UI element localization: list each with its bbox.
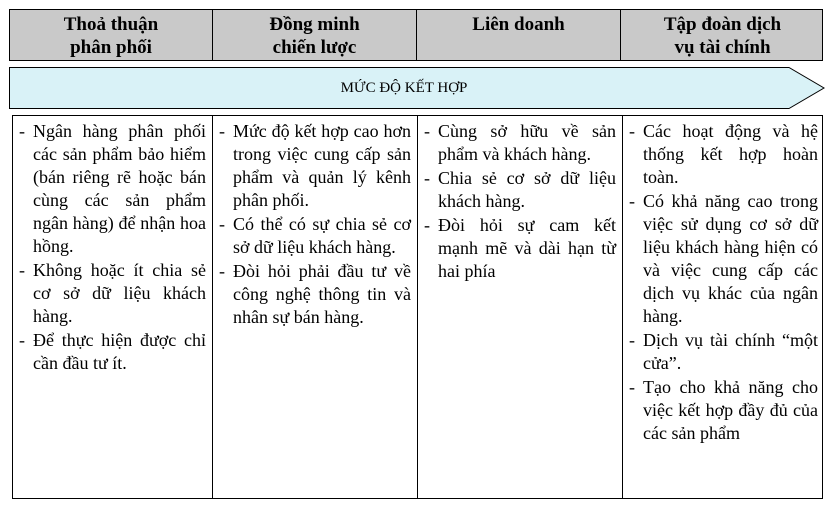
list-item: - Đòi hỏi phải đầu tư về công nghệ thông tin và nhân sự bán hàng. xyxy=(219,260,411,329)
column-distribution-agreement xyxy=(13,116,213,498)
list-item: - Ngân hàng phân phối các sản phẩm bảo hiểm (bán riêng rẽ hoặc bán cùng các sản phẩm ngân hàng) để nhận hoa hồng. xyxy=(19,120,206,258)
list-item: - Đòi hỏi sự cam kết mạnh mẽ và dài hạn từ hai phía xyxy=(424,214,616,283)
column-joint-venture xyxy=(418,116,623,498)
list-item: - Cùng sở hữu về sản phẩm và khách hàng. xyxy=(424,120,616,166)
list-item: - Không hoặc ít chia sẻ cơ sở dữ liệu khách hàng. xyxy=(19,259,206,328)
list-item: - Tạo cho khả năng cho việc kết hợp đầy đủ của các sản phẩm xyxy=(629,376,818,445)
list-item: - Dịch vụ tài chính “một cửa”. xyxy=(629,329,818,375)
column-strategic-alliance xyxy=(213,116,418,498)
header-row xyxy=(9,9,823,61)
list-item: - Để thực hiện được chỉ cần đầu tư ít. xyxy=(19,329,206,375)
list-item: - Các hoạt động và hệ thống kết hợp hoàn toàn. xyxy=(629,120,818,189)
content-table xyxy=(12,115,823,499)
column-financial-services-group xyxy=(623,116,824,498)
list-item: - Có khả năng cao trong việc sử dụng cơ sở dữ liệu khách hàng hiện có và việc cung cấp các dịch vụ khác của ngân hàng. xyxy=(629,190,818,328)
list-item: - Mức độ kết hợp cao hơn trong việc cung cấp sản phẩm và quản lý kênh phân phối. xyxy=(219,120,411,212)
header-distribution-agreement: Thoả thuận phân phối xyxy=(10,10,213,60)
list-item: - Có thể có sự chia sẻ cơ sở dữ liệu khách hàng. xyxy=(219,213,411,259)
header-joint-venture: Liên doanh xyxy=(417,10,621,60)
arrow-label: MỨC ĐỘ KẾT HỢP xyxy=(340,79,468,96)
header-financial-services-group: Tập đoàn dịch vụ tài chính xyxy=(663,14,782,58)
list-item: - Chia sẻ cơ sở dữ liệu khách hàng. xyxy=(424,167,616,213)
header-strategic-alliance: Đồng minh chiến lược xyxy=(213,10,417,60)
